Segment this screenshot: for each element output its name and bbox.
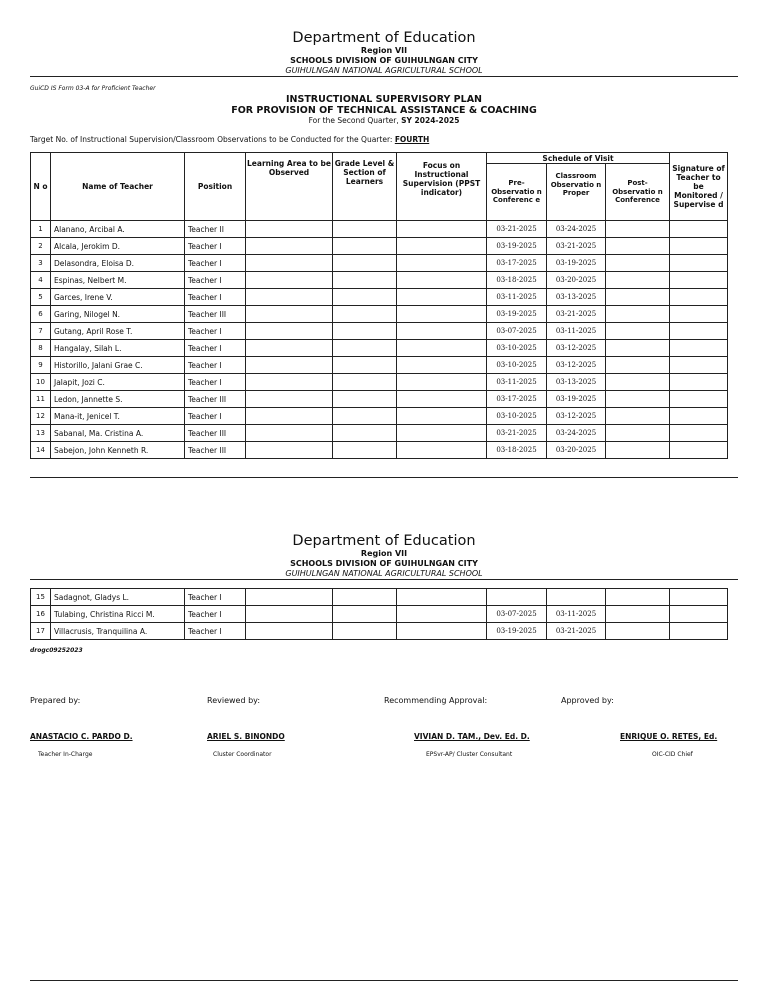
table-row bbox=[31, 623, 728, 640]
classroom-observation-date: 03-11-2025 bbox=[547, 606, 606, 623]
signature-cell bbox=[670, 323, 728, 340]
teacher-position: Teacher I bbox=[185, 623, 246, 640]
grade-level-cell bbox=[333, 323, 397, 340]
focus-cell bbox=[397, 442, 487, 459]
teacher-name: Tulabing, Christina Ricci M. bbox=[51, 606, 185, 623]
signature-cell bbox=[670, 221, 728, 238]
teacher-name: Garces, Irene V. bbox=[51, 289, 185, 306]
classroom-observation-date: 03-21-2025 bbox=[547, 306, 606, 323]
pre-observation-date: 03-10-2025 bbox=[487, 357, 547, 374]
teacher-name: Sadagnot, Gladys L. bbox=[51, 589, 185, 606]
teacher-position: Teacher III bbox=[185, 442, 246, 459]
row-number: 15 bbox=[31, 589, 51, 606]
learning-area-cell bbox=[246, 221, 333, 238]
learning-area-cell bbox=[246, 425, 333, 442]
post-observation-cell bbox=[606, 238, 670, 255]
learning-area-cell bbox=[246, 374, 333, 391]
post-observation-cell bbox=[606, 442, 670, 459]
recommending-name: VIVIAN D. TAM., Dev. Ed. D. bbox=[414, 732, 530, 741]
region-label: Region VII bbox=[360, 46, 408, 55]
post-observation-cell bbox=[606, 374, 670, 391]
table-row bbox=[31, 606, 728, 623]
pre-observation-date: 03-21-2025 bbox=[487, 425, 547, 442]
teacher-name: Espinas, Nelbert M. bbox=[51, 272, 185, 289]
table-row bbox=[31, 306, 728, 323]
teacher-name: Alanano, Arcibal A. bbox=[51, 221, 185, 238]
col-schedule: Schedule of Visit bbox=[487, 153, 670, 164]
focus-cell bbox=[397, 340, 487, 357]
teacher-position: Teacher III bbox=[185, 425, 246, 442]
signature-cell bbox=[670, 306, 728, 323]
signature-cell bbox=[670, 606, 728, 623]
grade-level-cell bbox=[333, 442, 397, 459]
learning-area-cell bbox=[246, 391, 333, 408]
signature-cell bbox=[670, 408, 728, 425]
title-line3 bbox=[0, 116, 768, 125]
teacher-name: Alcala, Jerokim D. bbox=[51, 238, 185, 255]
pre-observation-date: 03-07-2025 bbox=[487, 606, 547, 623]
post-observation-cell bbox=[606, 289, 670, 306]
focus-cell bbox=[397, 425, 487, 442]
grade-level-cell bbox=[333, 623, 397, 640]
header-divider-2 bbox=[30, 579, 738, 580]
teacher-position: Teacher I bbox=[185, 340, 246, 357]
grade-level-cell bbox=[333, 272, 397, 289]
learning-area-cell bbox=[246, 340, 333, 357]
classroom-observation-date: 03-20-2025 bbox=[547, 442, 606, 459]
grade-level-cell bbox=[333, 238, 397, 255]
table-row bbox=[31, 408, 728, 425]
grade-level-cell bbox=[333, 306, 397, 323]
form-code: GuiCD IS Form 03-A for Proficient Teacher bbox=[30, 85, 156, 92]
teacher-position: Teacher I bbox=[185, 238, 246, 255]
classroom-observation-date: 03-13-2025 bbox=[547, 289, 606, 306]
row-number: 3 bbox=[31, 255, 51, 272]
classroom-observation-date: 03-12-2025 bbox=[547, 357, 606, 374]
focus-cell bbox=[397, 306, 487, 323]
table-row bbox=[31, 589, 728, 606]
post-observation-cell bbox=[606, 255, 670, 272]
pre-observation-date: 03-10-2025 bbox=[487, 340, 547, 357]
teacher-name: Historillo, Jalani Grae C. bbox=[51, 357, 185, 374]
signature-cell bbox=[670, 238, 728, 255]
grade-level-cell bbox=[333, 391, 397, 408]
learning-area-cell bbox=[246, 289, 333, 306]
post-observation-cell bbox=[606, 357, 670, 374]
post-observation-cell bbox=[606, 323, 670, 340]
teacher-name: Jalapit, Jozi C. bbox=[51, 374, 185, 391]
focus-cell bbox=[397, 623, 487, 640]
focus-cell bbox=[397, 255, 487, 272]
classroom-observation-date: 03-21-2025 bbox=[547, 238, 606, 255]
row-number: 10 bbox=[31, 374, 51, 391]
approved-by-role: OIC-CID Chief bbox=[652, 751, 693, 758]
teacher-position: Teacher I bbox=[185, 374, 246, 391]
row-number: 9 bbox=[31, 357, 51, 374]
teacher-name: Sabanal, Ma. Cristina A. bbox=[51, 425, 185, 442]
pre-observation-date: 03-10-2025 bbox=[487, 408, 547, 425]
target-line bbox=[30, 135, 429, 144]
focus-cell bbox=[397, 221, 487, 238]
row-number: 1 bbox=[31, 221, 51, 238]
pre-observation-date: 03-11-2025 bbox=[487, 289, 547, 306]
supervisory-table bbox=[30, 152, 728, 459]
post-observation-cell bbox=[606, 623, 670, 640]
prepared-by-label: Prepared by: bbox=[30, 696, 81, 705]
row-number: 17 bbox=[31, 623, 51, 640]
header-divider bbox=[30, 76, 738, 77]
row-number: 4 bbox=[31, 272, 51, 289]
col-classroom-observation: Classroom Observatio n Proper bbox=[547, 164, 606, 221]
col-pre-observation: Pre-Observatio n Conferenc e bbox=[487, 164, 547, 221]
classroom-observation-date: 03-24-2025 bbox=[547, 425, 606, 442]
pre-observation-date: 03-19-2025 bbox=[487, 238, 547, 255]
post-observation-cell bbox=[606, 391, 670, 408]
grade-level-cell bbox=[333, 408, 397, 425]
table-row bbox=[31, 289, 728, 306]
signature-cell bbox=[670, 357, 728, 374]
learning-area-cell bbox=[246, 238, 333, 255]
table-row bbox=[31, 357, 728, 374]
teacher-position: Teacher III bbox=[185, 306, 246, 323]
learning-area-cell bbox=[246, 306, 333, 323]
classroom-observation-date: 03-12-2025 bbox=[547, 408, 606, 425]
col-signature: Signature of Teacher to be Monitored / Supervise d bbox=[670, 153, 728, 221]
teacher-position: Teacher III bbox=[185, 391, 246, 408]
teacher-name: Delasondra, Eloisa D. bbox=[51, 255, 185, 272]
table-row bbox=[31, 238, 728, 255]
supervisory-table-continued bbox=[30, 588, 728, 640]
teacher-position: Teacher I bbox=[185, 272, 246, 289]
teacher-name: Villacrusis, Tranquilina A. bbox=[51, 623, 185, 640]
teacher-position: Teacher I bbox=[185, 606, 246, 623]
dept-title-2: Department of Education bbox=[292, 533, 476, 549]
reviewed-by-label: Reviewed by: bbox=[207, 696, 261, 705]
page2-header bbox=[0, 533, 768, 579]
col-focus: Focus on Instructional Supervision (PPST indicator) bbox=[397, 153, 487, 221]
table-row bbox=[31, 425, 728, 442]
table-row bbox=[31, 442, 728, 459]
learning-area-cell bbox=[246, 323, 333, 340]
post-observation-cell bbox=[606, 589, 670, 606]
learning-area-cell bbox=[246, 623, 333, 640]
title-line1: INSTRUCTIONAL SUPERVISORY PLAN bbox=[286, 94, 482, 105]
teacher-name: Mana-it, Jenicel T. bbox=[51, 408, 185, 425]
grade-level-cell bbox=[333, 374, 397, 391]
col-no: N o bbox=[31, 153, 51, 221]
signature-cell bbox=[670, 255, 728, 272]
row-number: 8 bbox=[31, 340, 51, 357]
grade-level-cell bbox=[333, 357, 397, 374]
col-learning-area: Learning Area to be Observed bbox=[246, 153, 333, 221]
post-observation-cell bbox=[606, 272, 670, 289]
prepared-by-name: ANASTACIO C. PARDO D. bbox=[30, 732, 133, 741]
teacher-position: Teacher I bbox=[185, 357, 246, 374]
approved-by-name: ENRIQUE O. RETES, Ed. bbox=[620, 732, 718, 741]
pre-observation-date: 03-18-2025 bbox=[487, 272, 547, 289]
learning-area-cell bbox=[246, 442, 333, 459]
table-row bbox=[31, 374, 728, 391]
classroom-observation-date: 03-24-2025 bbox=[547, 221, 606, 238]
teacher-position: Teacher I bbox=[185, 408, 246, 425]
row-number: 12 bbox=[31, 408, 51, 425]
footer-code: drogc09252023 bbox=[30, 647, 83, 654]
grade-level-cell bbox=[333, 255, 397, 272]
col-post-observation: Post-Observatio n Conference bbox=[606, 164, 670, 221]
classroom-observation-date: 03-20-2025 bbox=[547, 272, 606, 289]
learning-area-cell bbox=[246, 589, 333, 606]
post-observation-cell bbox=[606, 606, 670, 623]
focus-cell bbox=[397, 391, 487, 408]
school-label-2: GUIHULNGAN NATIONAL AGRICULTURAL SCHOOL bbox=[285, 569, 483, 578]
school-year: SY 2024-2025 bbox=[401, 116, 460, 125]
title-line3-prefix: For the Second Quarter, bbox=[308, 116, 402, 125]
post-observation-cell bbox=[606, 408, 670, 425]
table-row bbox=[31, 323, 728, 340]
pre-observation-date: 03-18-2025 bbox=[487, 442, 547, 459]
grade-level-cell bbox=[333, 425, 397, 442]
reviewed-by-role: Cluster Coordinator bbox=[213, 751, 272, 758]
table-row bbox=[31, 391, 728, 408]
pre-observation-date: 03-19-2025 bbox=[487, 623, 547, 640]
focus-cell bbox=[397, 606, 487, 623]
focus-cell bbox=[397, 238, 487, 255]
focus-cell bbox=[397, 374, 487, 391]
classroom-observation-date: 03-11-2025 bbox=[547, 323, 606, 340]
grade-level-cell bbox=[333, 606, 397, 623]
row-number: 7 bbox=[31, 323, 51, 340]
pre-observation-date: 03-07-2025 bbox=[487, 323, 547, 340]
grade-level-cell bbox=[333, 589, 397, 606]
learning-area-cell bbox=[246, 255, 333, 272]
teacher-name: Hangalay, Silah L. bbox=[51, 340, 185, 357]
teacher-name: Sabejon, John Kenneth R. bbox=[51, 442, 185, 459]
signature-cell bbox=[670, 623, 728, 640]
row-number: 2 bbox=[31, 238, 51, 255]
dept-title: Department of Education bbox=[292, 30, 476, 46]
page1-header bbox=[0, 30, 768, 76]
focus-cell bbox=[397, 589, 487, 606]
classroom-observation-date: 03-21-2025 bbox=[547, 623, 606, 640]
learning-area-cell bbox=[246, 357, 333, 374]
table-body-page2 bbox=[31, 589, 728, 640]
signature-cell bbox=[670, 374, 728, 391]
row-number: 6 bbox=[31, 306, 51, 323]
col-position: Position bbox=[185, 153, 246, 221]
focus-cell bbox=[397, 357, 487, 374]
signature-cell bbox=[670, 289, 728, 306]
row-number: 5 bbox=[31, 289, 51, 306]
pre-observation-date: 03-11-2025 bbox=[487, 374, 547, 391]
teacher-name: Gutang, April Rose T. bbox=[51, 323, 185, 340]
post-observation-cell bbox=[606, 221, 670, 238]
learning-area-cell bbox=[246, 272, 333, 289]
signature-cell bbox=[670, 425, 728, 442]
classroom-observation-date bbox=[547, 589, 606, 606]
row-number: 16 bbox=[31, 606, 51, 623]
focus-cell bbox=[397, 323, 487, 340]
target-quarter: FOURTH bbox=[394, 135, 430, 144]
signature-cell bbox=[670, 272, 728, 289]
table-row bbox=[31, 272, 728, 289]
signature-cell bbox=[670, 589, 728, 606]
pre-observation-date bbox=[487, 589, 547, 606]
pre-observation-date: 03-17-2025 bbox=[487, 255, 547, 272]
table-row bbox=[31, 340, 728, 357]
pre-observation-date: 03-19-2025 bbox=[487, 306, 547, 323]
plan-title bbox=[0, 94, 768, 125]
post-observation-cell bbox=[606, 425, 670, 442]
learning-area-cell bbox=[246, 606, 333, 623]
region-label-2: Region VII bbox=[360, 549, 408, 558]
teacher-position: Teacher I bbox=[185, 589, 246, 606]
col-name: Name of Teacher bbox=[51, 153, 185, 221]
teacher-name: Ledon, Jannette S. bbox=[51, 391, 185, 408]
focus-cell bbox=[397, 272, 487, 289]
row-number: 14 bbox=[31, 442, 51, 459]
prepared-by-role: Teacher In-Charge bbox=[38, 751, 93, 758]
teacher-position: Teacher I bbox=[185, 323, 246, 340]
pre-observation-date: 03-21-2025 bbox=[487, 221, 547, 238]
classroom-observation-date: 03-19-2025 bbox=[547, 255, 606, 272]
row-number: 11 bbox=[31, 391, 51, 408]
grade-level-cell bbox=[333, 289, 397, 306]
teacher-position: Teacher I bbox=[185, 289, 246, 306]
teacher-position: Teacher II bbox=[185, 221, 246, 238]
division-label-2: SCHOOLS DIVISION OF GUIHULNGAN CITY bbox=[290, 559, 478, 568]
table-row bbox=[31, 221, 728, 238]
recommending-role: EPSvr-AP/ Cluster Consultant bbox=[426, 751, 513, 758]
signature-cell bbox=[670, 442, 728, 459]
focus-cell bbox=[397, 289, 487, 306]
col-grade-level: Grade Level & Section of Learners bbox=[333, 153, 397, 221]
post-observation-cell bbox=[606, 340, 670, 357]
classroom-observation-date: 03-19-2025 bbox=[547, 391, 606, 408]
page1-bottom-divider bbox=[30, 477, 738, 478]
school-label: GUIHULNGAN NATIONAL AGRICULTURAL SCHOOL bbox=[285, 66, 483, 75]
division-label: SCHOOLS DIVISION OF GUIHULNGAN CITY bbox=[290, 56, 478, 65]
learning-area-cell bbox=[246, 408, 333, 425]
row-number: 13 bbox=[31, 425, 51, 442]
target-label: Target No. of Instructional Supervision/Classroom Observations to be Conducted for the Quarter: bbox=[30, 135, 395, 144]
table-body-page1 bbox=[31, 221, 728, 459]
table-row bbox=[31, 255, 728, 272]
classroom-observation-date: 03-12-2025 bbox=[547, 340, 606, 357]
teacher-position: Teacher I bbox=[185, 255, 246, 272]
focus-cell bbox=[397, 408, 487, 425]
post-observation-cell bbox=[606, 306, 670, 323]
pre-observation-date: 03-17-2025 bbox=[487, 391, 547, 408]
signature-cell bbox=[670, 391, 728, 408]
signature-cell bbox=[670, 340, 728, 357]
approved-by-label: Approved by: bbox=[561, 696, 614, 705]
teacher-name: Garing, Nilogel N. bbox=[51, 306, 185, 323]
grade-level-cell bbox=[333, 221, 397, 238]
recommending-label: Recommending Approval: bbox=[384, 696, 488, 705]
page2-bottom-divider bbox=[30, 980, 738, 981]
title-line2: FOR PROVISION OF TECHNICAL ASSISTANCE & COACHING bbox=[231, 105, 537, 116]
grade-level-cell bbox=[333, 340, 397, 357]
reviewed-by-name: ARIEL S. BINONDO bbox=[207, 732, 285, 741]
classroom-observation-date: 03-13-2025 bbox=[547, 374, 606, 391]
